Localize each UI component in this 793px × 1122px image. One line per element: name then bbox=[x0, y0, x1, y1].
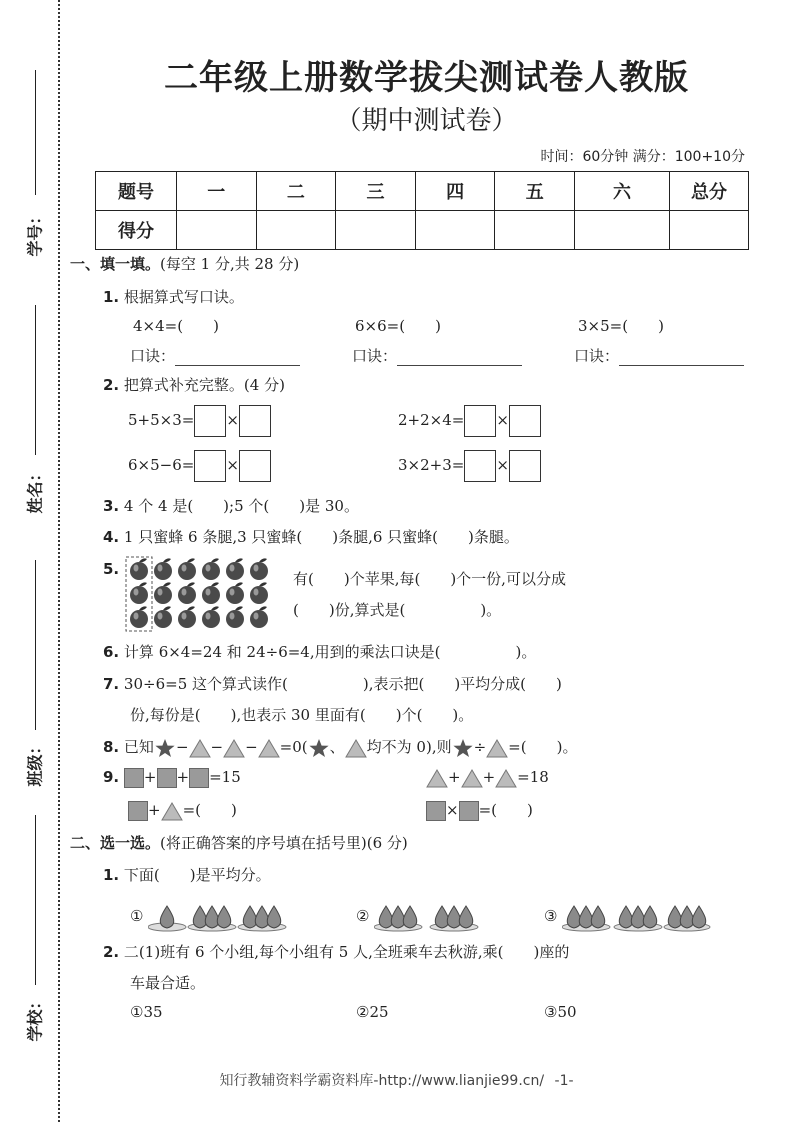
answer-box[interactable] bbox=[464, 405, 496, 437]
answer-box[interactable] bbox=[509, 450, 541, 482]
section2-note: (将正确答案的序号填在括号里)(6 分) bbox=[160, 834, 408, 852]
binding-dotted-line bbox=[58, 0, 60, 1122]
apple-icon bbox=[226, 558, 244, 580]
q1-rhyme-2 bbox=[352, 345, 522, 366]
pear-icon bbox=[403, 906, 417, 928]
q8-eq0: =0( bbox=[279, 738, 308, 756]
times-sign: × bbox=[226, 456, 239, 474]
pear-icon bbox=[447, 906, 461, 928]
square-icon bbox=[157, 768, 177, 788]
rhyme-answer-line[interactable] bbox=[397, 351, 522, 366]
q5-line1: 有( )个苹果,每( )个一份,可以分成 bbox=[293, 570, 566, 588]
triangle-icon bbox=[345, 738, 367, 758]
pear-icon bbox=[591, 906, 605, 928]
q1-number: 1. bbox=[103, 288, 120, 306]
triangle-icon bbox=[189, 738, 211, 758]
school-line bbox=[35, 815, 36, 985]
score-header-cell: 二 bbox=[256, 172, 336, 211]
triangle-icon bbox=[426, 768, 448, 788]
triangle-icon bbox=[495, 768, 517, 788]
apple-icon bbox=[154, 606, 172, 628]
rhyme-label: 口诀： bbox=[130, 347, 176, 365]
q7-number: 7. bbox=[103, 675, 120, 693]
minus-sign: − bbox=[245, 738, 258, 756]
q2-expr-text: 5+5×3= bbox=[128, 411, 195, 429]
plus-sign: + bbox=[176, 768, 190, 786]
answer-box[interactable] bbox=[464, 450, 496, 482]
pear-icon bbox=[567, 906, 581, 928]
pear-icon bbox=[267, 906, 281, 928]
rhyme-label: 口诀： bbox=[352, 347, 398, 365]
s2-q1-option-1[interactable] bbox=[130, 902, 288, 932]
pear-icon bbox=[379, 906, 393, 928]
q8-number: 8. bbox=[103, 738, 120, 756]
time-info: 时间：60分钟 满分：100+10分 bbox=[540, 149, 745, 165]
name-line bbox=[35, 305, 36, 455]
section1-header bbox=[70, 253, 299, 274]
score-cell[interactable] bbox=[336, 211, 416, 250]
s2-q2-number: 2. bbox=[103, 943, 120, 961]
section1-note: (每空 1 分,共 28 分) bbox=[160, 255, 300, 273]
score-table bbox=[95, 171, 749, 250]
section2-header bbox=[70, 832, 408, 853]
option-marker: ② bbox=[356, 907, 370, 925]
apple-icon bbox=[250, 558, 268, 580]
divide-sign: ÷ bbox=[473, 738, 487, 756]
minus-sign: − bbox=[210, 738, 224, 756]
q9-eqblank: =( ) bbox=[182, 801, 237, 819]
page-number: -1- bbox=[554, 1073, 574, 1089]
pear-icon bbox=[631, 906, 645, 928]
apple-grid bbox=[124, 555, 276, 633]
score-row bbox=[96, 211, 749, 250]
class-label: 班级： bbox=[25, 738, 45, 787]
triangle-icon bbox=[223, 738, 245, 758]
q5-number: 5. bbox=[103, 560, 120, 578]
q9-eq18: =18 bbox=[517, 768, 549, 786]
school-label: 学校： bbox=[25, 993, 45, 1042]
id-label: 学号： bbox=[25, 208, 45, 257]
score-header-cell: 一 bbox=[177, 172, 257, 211]
apple-icon bbox=[130, 582, 148, 604]
triangle-icon bbox=[258, 738, 280, 758]
pear-icon bbox=[243, 906, 257, 928]
answer-box[interactable] bbox=[194, 405, 226, 437]
q1-text: 根据算式写口诀。 bbox=[123, 288, 244, 306]
triangle-icon bbox=[486, 738, 508, 758]
footer-text: 知行教辅资料学霸资料库-http://www.lianjie99.cn/ bbox=[219, 1073, 545, 1089]
q5-line2: ( )份,算式是( )。 bbox=[293, 601, 502, 619]
pear-icon bbox=[255, 906, 269, 928]
score-cell[interactable] bbox=[670, 211, 749, 250]
pear-icon bbox=[160, 906, 174, 928]
s2-q1-option-3[interactable] bbox=[544, 902, 712, 932]
square-icon bbox=[459, 801, 479, 821]
score-header-cell: 五 bbox=[495, 172, 575, 211]
rhyme-answer-line[interactable] bbox=[175, 351, 300, 366]
square-icon bbox=[189, 768, 209, 788]
plus-sign: + bbox=[143, 768, 157, 786]
apple-icon bbox=[130, 558, 148, 580]
q8-end: =( )。 bbox=[508, 738, 578, 756]
q1-expr-3: 3×5=( ) bbox=[578, 317, 664, 335]
score-cell[interactable] bbox=[495, 211, 575, 250]
q8-pre: 已知 bbox=[123, 738, 154, 756]
square-icon bbox=[124, 768, 144, 788]
times-sign: × bbox=[496, 411, 509, 429]
s2-q2-option-3[interactable]: ③50 bbox=[544, 1003, 577, 1021]
pear-icon bbox=[193, 906, 207, 928]
plus-sign: + bbox=[148, 801, 161, 819]
q7-line1: 30÷6=5 这个算式读作( ),表示把( )平均分成( ) bbox=[123, 675, 562, 693]
q4-number: 4. bbox=[103, 528, 120, 546]
pear-icon bbox=[205, 906, 219, 928]
q4 bbox=[103, 526, 519, 547]
pear-icon bbox=[459, 906, 473, 928]
rhyme-answer-line[interactable] bbox=[619, 351, 744, 366]
apple-icon bbox=[154, 582, 172, 604]
q2-expr-3 bbox=[128, 450, 271, 482]
q3-text: 4 个 4 是( );5 个( )是 30。 bbox=[123, 497, 359, 515]
q3 bbox=[103, 495, 359, 516]
times-sign: × bbox=[496, 456, 509, 474]
option-marker: ③ bbox=[544, 907, 558, 925]
answer-box[interactable] bbox=[194, 450, 226, 482]
q2-number: 2. bbox=[103, 376, 120, 394]
pear-plates-icon bbox=[148, 902, 288, 932]
q6 bbox=[103, 641, 536, 662]
apple-icon bbox=[130, 606, 148, 628]
pear-icon bbox=[217, 906, 231, 928]
page-title: 二年级上册数学拔尖测试卷人教版 bbox=[164, 58, 689, 98]
pear-plates-icon bbox=[374, 902, 484, 932]
q9-eqblank: =( ) bbox=[478, 801, 533, 819]
score-header-cell: 题号 bbox=[96, 172, 177, 211]
apple-icon bbox=[226, 606, 244, 628]
score-header-cell: 总分 bbox=[670, 172, 749, 211]
star-icon bbox=[452, 738, 474, 758]
apple-icon bbox=[202, 558, 220, 580]
q9-row1-left bbox=[103, 768, 241, 788]
pear-plates-icon bbox=[562, 902, 712, 932]
s2-q2 bbox=[103, 941, 569, 962]
minus-sign: − bbox=[175, 738, 189, 756]
star-icon bbox=[308, 738, 330, 758]
q6-text: 计算 6×4=24 和 24÷6=4,用到的乘法口诀是( )。 bbox=[123, 643, 537, 661]
pear-icon bbox=[680, 906, 694, 928]
star-icon bbox=[154, 738, 176, 758]
id-line bbox=[35, 70, 36, 195]
s2-q1 bbox=[103, 864, 271, 885]
q1 bbox=[103, 286, 244, 307]
pear-icon bbox=[391, 906, 405, 928]
q7-line2: 份,每份是( ),也表示 30 里面有( )个( )。 bbox=[130, 706, 474, 724]
triangle-icon bbox=[161, 801, 183, 821]
answer-box[interactable] bbox=[509, 405, 541, 437]
pear-icon bbox=[643, 906, 657, 928]
s2-q2-line2: 车最合适。 bbox=[130, 974, 206, 992]
pear-icon bbox=[579, 906, 593, 928]
score-header-cell: 四 bbox=[415, 172, 495, 211]
q3-number: 3. bbox=[103, 497, 120, 515]
s2-q1-option-2[interactable] bbox=[356, 902, 484, 932]
q8-mid: 、 bbox=[329, 738, 345, 756]
times-sign: × bbox=[446, 801, 459, 819]
score-cell[interactable] bbox=[256, 211, 336, 250]
score-header-cell: 六 bbox=[575, 172, 670, 211]
pear-icon bbox=[619, 906, 633, 928]
s2-q2-option-1[interactable]: ①35 bbox=[130, 1003, 163, 1021]
plus-sign: + bbox=[482, 768, 496, 786]
apple-icon bbox=[154, 558, 172, 580]
score-cell[interactable] bbox=[415, 211, 495, 250]
q4-text: 1 只蜜蜂 6 条腿,3 只蜜蜂( )条腿,6 只蜜蜂( )条腿。 bbox=[123, 528, 519, 546]
q2-expr-text: 3×2+3= bbox=[398, 456, 465, 474]
apple-icon bbox=[202, 606, 220, 628]
times-sign: × bbox=[226, 411, 239, 429]
triangle-icon bbox=[461, 768, 483, 788]
q1-expr-2: 6×6=( ) bbox=[355, 317, 441, 335]
section2-heading: 二、选一选。 bbox=[70, 834, 161, 852]
q2-expr-text: 6×5−6= bbox=[128, 456, 195, 474]
apple-icon bbox=[178, 606, 196, 628]
q6-number: 6. bbox=[103, 643, 120, 661]
square-icon bbox=[426, 801, 446, 821]
score-cell[interactable] bbox=[575, 211, 670, 250]
q8 bbox=[103, 736, 577, 758]
square-icon bbox=[128, 801, 148, 821]
s2-q2-option-2[interactable]: ②25 bbox=[356, 1003, 389, 1021]
q2-expr-2 bbox=[398, 405, 541, 437]
q2-text: 把算式补充完整。(4 分) bbox=[123, 376, 285, 394]
pear-icon bbox=[668, 906, 682, 928]
q9-number: 9. bbox=[103, 768, 120, 786]
answer-box[interactable] bbox=[239, 405, 271, 437]
score-header-cell: 三 bbox=[336, 172, 416, 211]
q9-row1-right bbox=[426, 768, 549, 788]
class-line bbox=[35, 560, 36, 730]
s2-q1-text: 下面( )是平均分。 bbox=[123, 866, 271, 884]
q7 bbox=[103, 673, 562, 694]
section1-heading: 一、填一填。 bbox=[70, 255, 161, 273]
score-cell[interactable] bbox=[177, 211, 257, 250]
q2 bbox=[103, 374, 285, 395]
plus-sign: + bbox=[448, 768, 461, 786]
page-subtitle: （期中测试卷） bbox=[335, 106, 518, 136]
q1-rhyme-1 bbox=[130, 345, 300, 366]
q9-row2-right bbox=[426, 799, 533, 821]
rhyme-label: 口诀： bbox=[574, 347, 620, 365]
q2-expr-4 bbox=[398, 450, 541, 482]
score-row-label: 得分 bbox=[96, 211, 177, 250]
pear-icon bbox=[692, 906, 706, 928]
apple-icon bbox=[178, 558, 196, 580]
answer-box[interactable] bbox=[239, 450, 271, 482]
q2-expr-text: 2+2×4= bbox=[398, 411, 465, 429]
q1-expr-1: 4×4=( ) bbox=[133, 317, 219, 335]
q1-rhyme-3 bbox=[574, 345, 744, 366]
apple-icon bbox=[226, 582, 244, 604]
q9-row2-left bbox=[128, 799, 237, 821]
s2-q1-number: 1. bbox=[103, 866, 120, 884]
apple-icon bbox=[178, 582, 196, 604]
option-marker: ① bbox=[130, 907, 144, 925]
score-header-row bbox=[96, 172, 749, 211]
apple-icon bbox=[250, 582, 268, 604]
name-label: 姓名： bbox=[25, 465, 45, 514]
q9-eq15: =15 bbox=[209, 768, 241, 786]
pear-icon bbox=[435, 906, 449, 928]
footer bbox=[0, 1070, 793, 1090]
q8-cond: 均不为 0),则 bbox=[366, 738, 452, 756]
apple-icon bbox=[202, 582, 220, 604]
s2-q2-line1: 二(1)班有 6 个小组,每个小组有 5 人,全班乘车去秋游,乘( )座的 bbox=[123, 943, 570, 961]
q2-expr-1 bbox=[128, 405, 271, 437]
apple-icon bbox=[250, 606, 268, 628]
